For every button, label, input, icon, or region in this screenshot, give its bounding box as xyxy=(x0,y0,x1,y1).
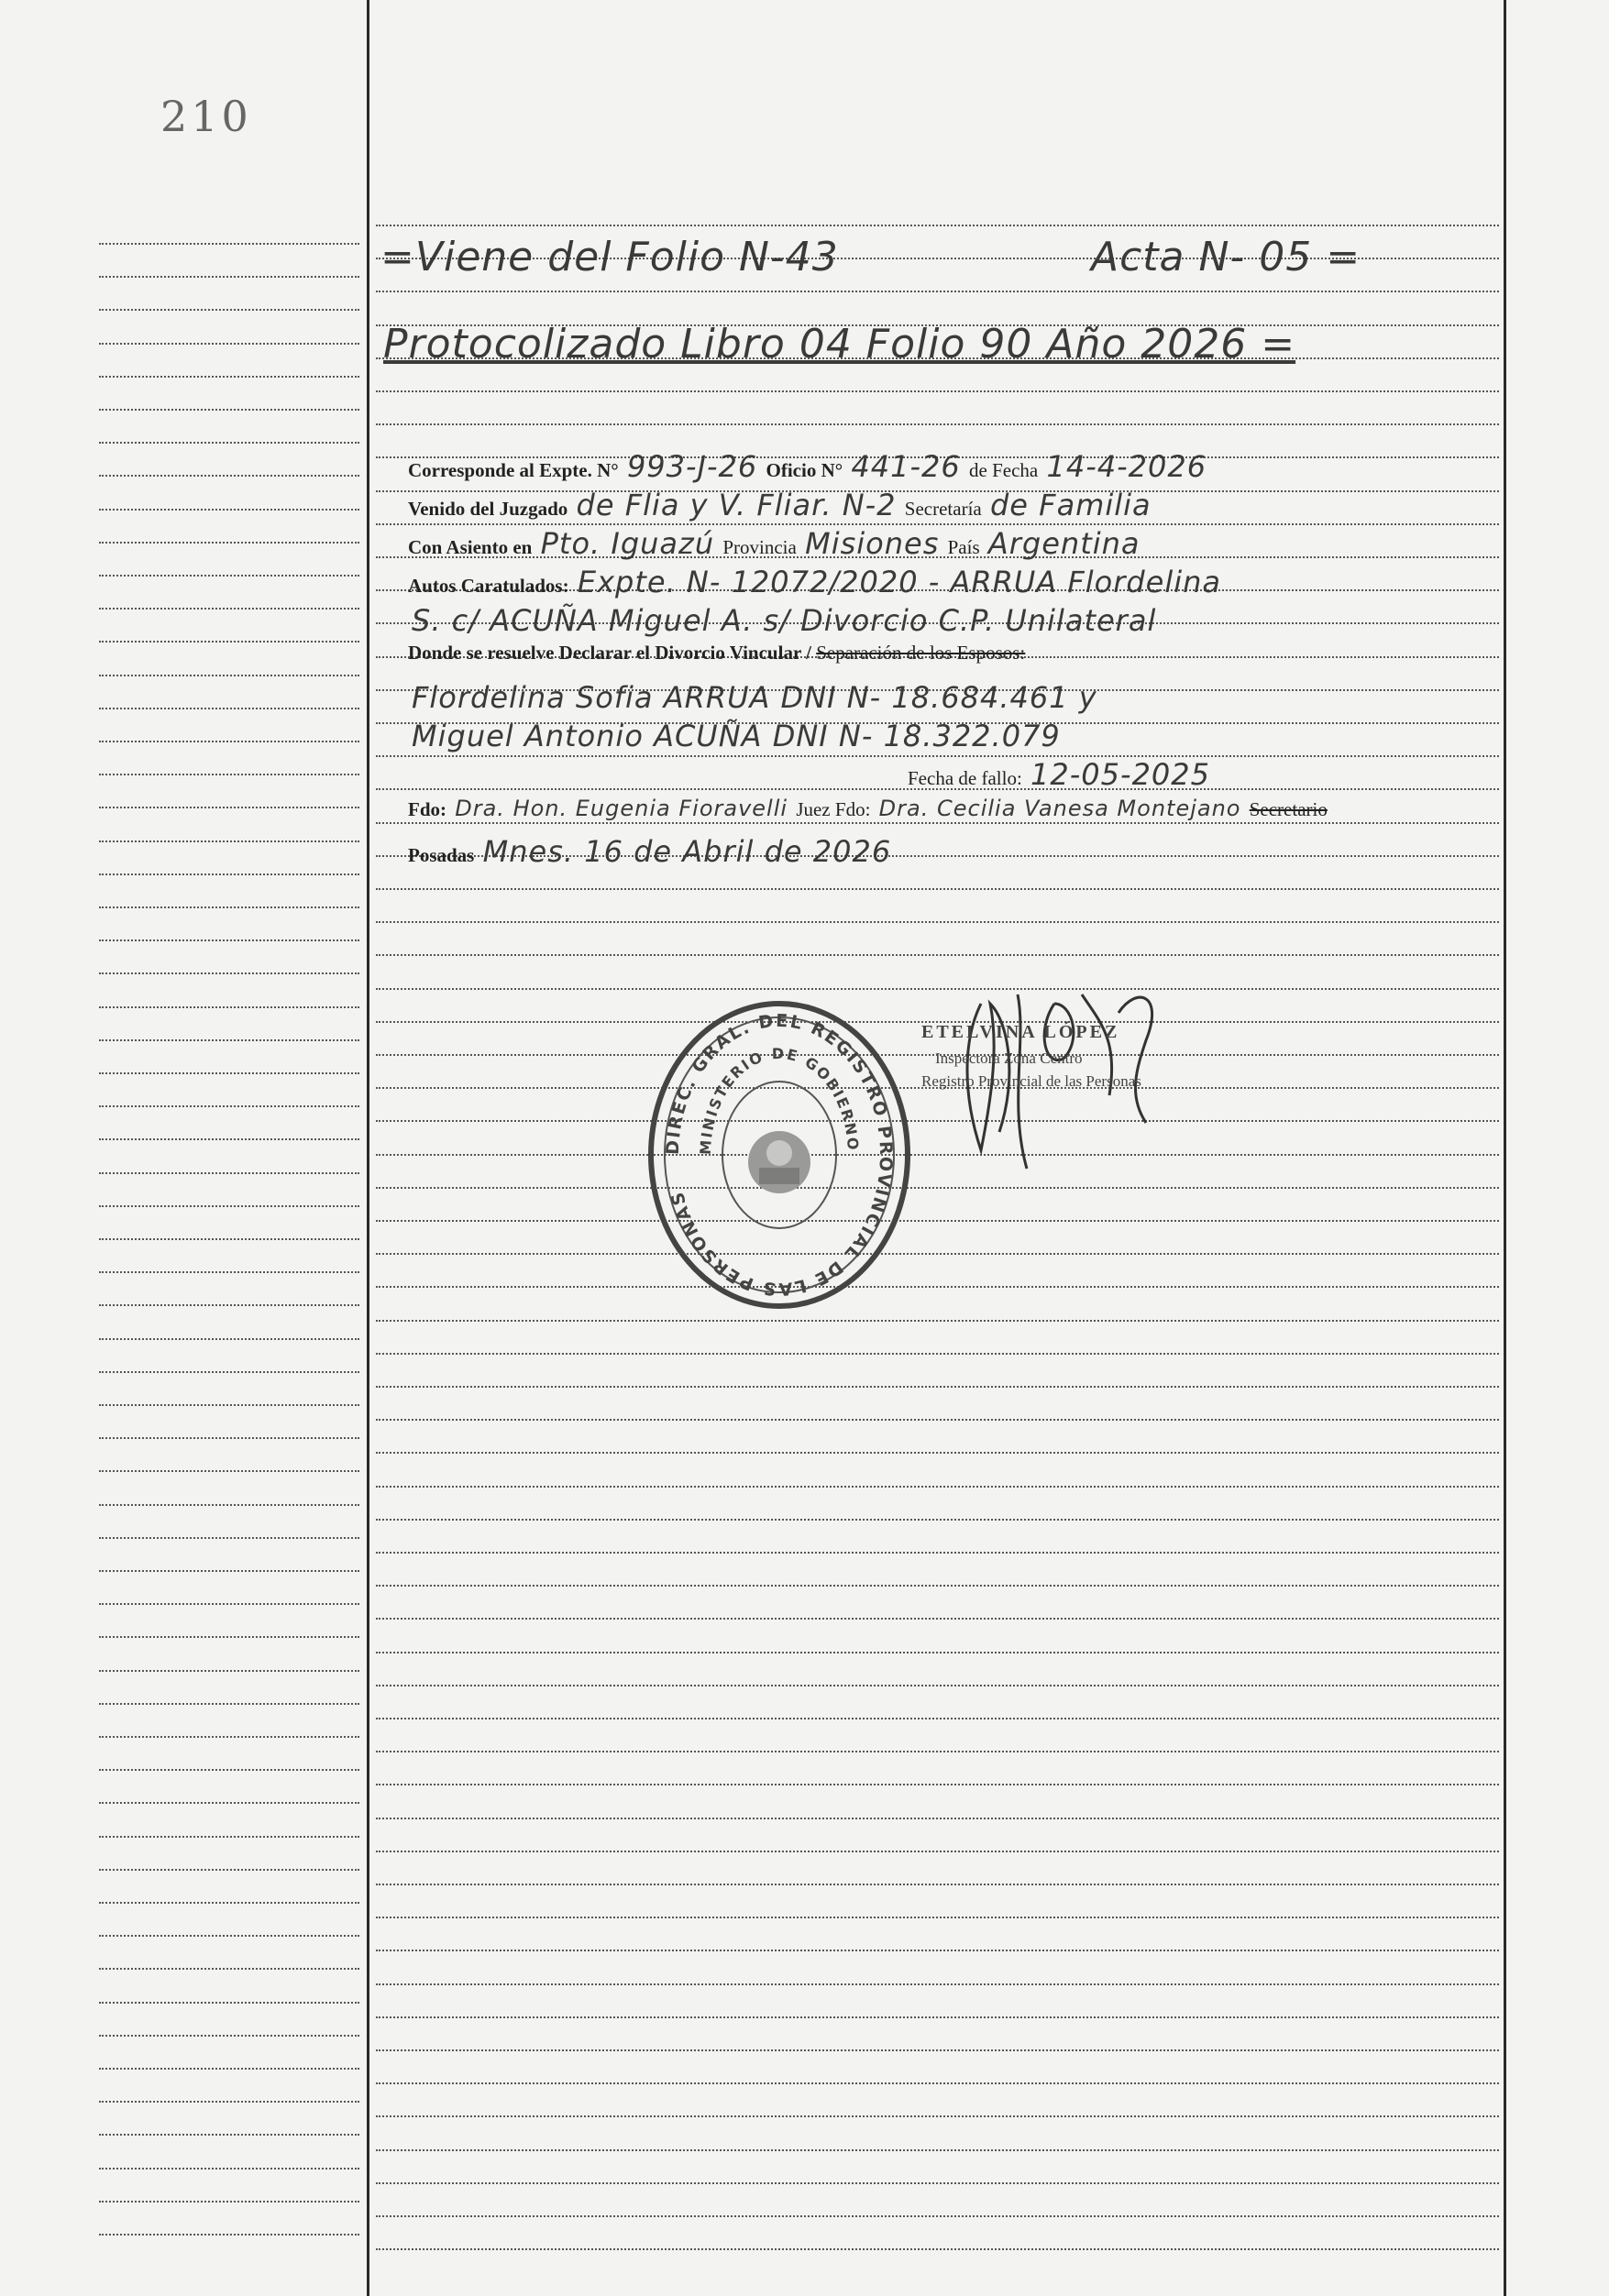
right-ruled-line-33 xyxy=(376,1320,1499,1322)
left-ruled-line-11 xyxy=(99,608,359,610)
right-ruled-line-21 xyxy=(376,921,1499,923)
right-ruled-line-35 xyxy=(376,1386,1499,1388)
signatory-name: ETELVINA LÓPEZ xyxy=(921,1022,1120,1042)
left-ruled-line-39 xyxy=(99,1537,359,1539)
left-ruled-line-52 xyxy=(99,1968,359,1970)
left-ruled-line-36 xyxy=(99,1437,359,1439)
right-ruled-line-0 xyxy=(376,225,1499,226)
header-line-2: Protocolizado Libro 04 Folio 90 Año 2026 = xyxy=(383,321,1296,368)
left-ruled-line-59 xyxy=(99,2201,359,2203)
left-ruled-line-44 xyxy=(99,1703,359,1705)
row-juzgado xyxy=(408,488,1155,524)
left-ruled-line-25 xyxy=(99,1072,359,1074)
signatory-office: Registro Provincial de las Personas xyxy=(921,1072,1141,1090)
fecha-value: 14-4-2026 xyxy=(1046,449,1207,484)
right-ruled-line-61 xyxy=(376,2248,1499,2250)
right-ruled-line-44 xyxy=(376,1685,1499,1686)
right-ruled-line-48 xyxy=(376,1818,1499,1819)
left-ruled-line-38 xyxy=(99,1504,359,1506)
expte-value: 993-J-26 xyxy=(626,449,758,484)
asiento-value: Pto. Iguazú xyxy=(540,526,715,561)
left-ruled-line-5 xyxy=(99,409,359,411)
left-ruled-line-33 xyxy=(99,1338,359,1340)
separacion-label: Separación de los Esposos: xyxy=(816,642,1026,664)
right-ruled-line-46 xyxy=(376,1751,1499,1752)
left-ruled-line-26 xyxy=(99,1105,359,1107)
right-ruled-line-41 xyxy=(376,1585,1499,1587)
left-ruled-line-28 xyxy=(99,1172,359,1174)
left-ruled-line-19 xyxy=(99,873,359,875)
left-ruled-line-24 xyxy=(99,1039,359,1041)
left-ruled-line-43 xyxy=(99,1670,359,1672)
left-ruled-line-23 xyxy=(99,1006,359,1008)
right-ruled-line-51 xyxy=(376,1917,1499,1918)
left-ruled-line-50 xyxy=(99,1902,359,1904)
right-ruled-line-59 xyxy=(376,2182,1499,2184)
row-posadas xyxy=(408,834,895,871)
spouse-2-value: Miguel Antonio ACUÑA DNI N- 18.322.079 xyxy=(412,719,1061,753)
right-ruled-line-58 xyxy=(376,2149,1499,2151)
oficio-label: Oficio N° xyxy=(766,459,843,481)
juez-label: Juez xyxy=(796,798,831,820)
left-ruled-line-41 xyxy=(99,1603,359,1605)
right-ruled-line-31 xyxy=(376,1253,1499,1255)
right-ruled-line-49 xyxy=(376,1851,1499,1852)
fecha-label: de Fecha xyxy=(969,459,1039,481)
posadas-label: Posadas xyxy=(408,844,475,866)
left-ruled-line-34 xyxy=(99,1371,359,1373)
left-ruled-line-32 xyxy=(99,1304,359,1306)
right-ruled-line-55 xyxy=(376,2049,1499,2051)
row-spouse-2 xyxy=(408,719,1064,755)
left-ruled-line-47 xyxy=(99,1802,359,1804)
right-ruled-line-56 xyxy=(376,2082,1499,2084)
right-ruled-line-52 xyxy=(376,1950,1499,1951)
page-number: 210 xyxy=(160,92,252,141)
right-ruled-line-47 xyxy=(376,1784,1499,1785)
right-ruled-line-37 xyxy=(376,1452,1499,1454)
left-ruled-line-58 xyxy=(99,2168,359,2170)
expte-label: Corresponde al Expte. N° xyxy=(408,459,619,481)
left-ruled-line-54 xyxy=(99,2035,359,2037)
left-ruled-line-30 xyxy=(99,1238,359,1240)
stamp-outer-text: DIREC. GRAL. DEL REGISTRO PROVINCIAL DE LAS PERSONAS xyxy=(662,1010,897,1300)
left-ruled-line-14 xyxy=(99,708,359,709)
left-ruled-line-15 xyxy=(99,741,359,742)
right-ruled-line-42 xyxy=(376,1618,1499,1620)
left-ruled-line-31 xyxy=(99,1271,359,1273)
asiento-label: Con Asiento en xyxy=(408,536,533,558)
right-ruled-line-6 xyxy=(376,423,1499,425)
right-ruled-line-36 xyxy=(376,1419,1499,1421)
provincia-label: Provincia xyxy=(722,536,797,558)
left-ruled-line-40 xyxy=(99,1570,359,1572)
row-fecha-fallo xyxy=(908,757,1214,794)
pais-value: Argentina xyxy=(987,526,1141,561)
provincia-value: Misiones xyxy=(805,526,940,561)
left-ruled-line-48 xyxy=(99,1836,359,1838)
acta-number: Acta N- 05 = xyxy=(1091,234,1361,280)
fdo2-label: Fdo: xyxy=(834,798,871,820)
right-ruled-line-30 xyxy=(376,1220,1499,1222)
coat-of-arms-emblem xyxy=(748,1131,810,1193)
left-ruled-line-35 xyxy=(99,1404,359,1406)
right-ruled-line-43 xyxy=(376,1652,1499,1653)
left-ruled-line-21 xyxy=(99,939,359,941)
left-ruled-line-49 xyxy=(99,1869,359,1871)
juzgado-value: de Flia y V. Fliar. N-2 xyxy=(576,488,897,522)
left-ruled-line-10 xyxy=(99,575,359,577)
left-ruled-line-45 xyxy=(99,1736,359,1738)
fdo-label: Fdo: xyxy=(408,798,446,820)
spouse-1-value: Flordelina Sofia ARRUA DNI N- 18.684.461 y xyxy=(412,680,1097,715)
left-ruled-line-3 xyxy=(99,343,359,345)
right-ruled-line-40 xyxy=(376,1552,1499,1554)
left-ruled-line-2 xyxy=(99,309,359,311)
donde-label: Donde se resuelve Declarar el Divorcio Vincular / xyxy=(408,642,811,664)
fecha-fallo-label: Fecha de fallo: xyxy=(908,767,1022,789)
right-ruled-line-20 xyxy=(376,888,1499,890)
autos-value-1: Expte. N- 12072/2020 - ARRUA Flordelina xyxy=(577,565,1222,599)
row-expediente xyxy=(408,449,1210,486)
right-ruled-line-50 xyxy=(376,1884,1499,1885)
official-stamp-seal xyxy=(642,999,917,1311)
right-ruled-line-60 xyxy=(376,2215,1499,2217)
autos-value-2: S. c/ ACUÑA Miguel A. s/ Divorcio C.P. Unilateral xyxy=(412,603,1157,638)
right-ruled-line-45 xyxy=(376,1718,1499,1719)
right-ruled-line-54 xyxy=(376,2016,1499,2018)
oficio-value: 441-26 xyxy=(851,449,961,484)
pais-label: País xyxy=(947,536,980,558)
row-firmas xyxy=(408,796,1328,832)
right-ruled-line-32 xyxy=(376,1286,1499,1288)
left-ruled-line-13 xyxy=(99,675,359,676)
right-margin-rule xyxy=(1504,0,1506,2296)
row-autos-continued xyxy=(408,603,1160,640)
left-ruled-line-16 xyxy=(99,774,359,775)
posadas-value: Mnes. 16 de Abril de 2026 xyxy=(482,834,892,869)
left-ruled-line-57 xyxy=(99,2134,359,2136)
left-ruled-line-20 xyxy=(99,906,359,908)
left-ruled-line-42 xyxy=(99,1636,359,1638)
header-line-1 xyxy=(380,234,1361,280)
signature-block xyxy=(917,967,1210,1205)
left-margin-rule xyxy=(367,0,369,2296)
left-ruled-line-12 xyxy=(99,641,359,643)
left-ruled-line-0 xyxy=(99,243,359,245)
row-autos xyxy=(408,565,1225,601)
left-ruled-line-18 xyxy=(99,840,359,842)
left-ruled-line-17 xyxy=(99,807,359,808)
secretaria-label: Secretaría xyxy=(904,498,982,520)
row-donde xyxy=(408,642,1025,678)
stamp-inner-text: MINISTERIO DE GOBIERNO xyxy=(696,1044,863,1156)
left-ruled-line-7 xyxy=(99,475,359,477)
signatory-title: Inspectora Zona Centro xyxy=(935,1049,1083,1067)
right-ruled-line-2 xyxy=(376,291,1499,292)
row-asiento xyxy=(408,526,1144,563)
secretaria-value: de Familia xyxy=(989,488,1152,522)
left-ruled-line-8 xyxy=(99,509,359,511)
right-ruled-line-57 xyxy=(376,2115,1499,2117)
left-ruled-line-4 xyxy=(99,376,359,378)
left-ruled-line-51 xyxy=(99,1935,359,1937)
left-ruled-line-55 xyxy=(99,2068,359,2070)
left-ruled-line-22 xyxy=(99,972,359,974)
left-ruled-line-9 xyxy=(99,542,359,544)
right-ruled-line-39 xyxy=(376,1519,1499,1521)
right-ruled-line-53 xyxy=(376,1983,1499,1985)
fdo-secretario-value: Dra. Cecilia Vanesa Montejano xyxy=(878,796,1241,821)
row-spouse-1 xyxy=(408,680,1101,717)
left-ruled-line-29 xyxy=(99,1205,359,1207)
left-ruled-line-56 xyxy=(99,2101,359,2103)
autos-label: Autos Caratulados: xyxy=(408,575,569,597)
right-ruled-line-34 xyxy=(376,1353,1499,1355)
fdo-juez-value: Dra. Hon. Eugenia Fioravelli xyxy=(455,796,788,821)
fecha-fallo-value: 12-05-2025 xyxy=(1030,757,1210,792)
right-ruled-line-22 xyxy=(376,954,1499,956)
left-ruled-line-6 xyxy=(99,442,359,444)
left-ruled-line-46 xyxy=(99,1769,359,1771)
right-ruled-line-38 xyxy=(376,1486,1499,1488)
left-ruled-line-53 xyxy=(99,2002,359,2004)
secretario-label: Secretario xyxy=(1249,798,1328,820)
viene-del-folio: =Viene del Folio N-43 xyxy=(380,234,839,280)
left-ruled-line-1 xyxy=(99,276,359,278)
left-ruled-line-37 xyxy=(99,1470,359,1472)
left-ruled-line-60 xyxy=(99,2234,359,2236)
left-ruled-line-27 xyxy=(99,1138,359,1140)
juzgado-label: Venido del Juzgado xyxy=(408,498,568,520)
right-ruled-line-5 xyxy=(376,390,1499,392)
